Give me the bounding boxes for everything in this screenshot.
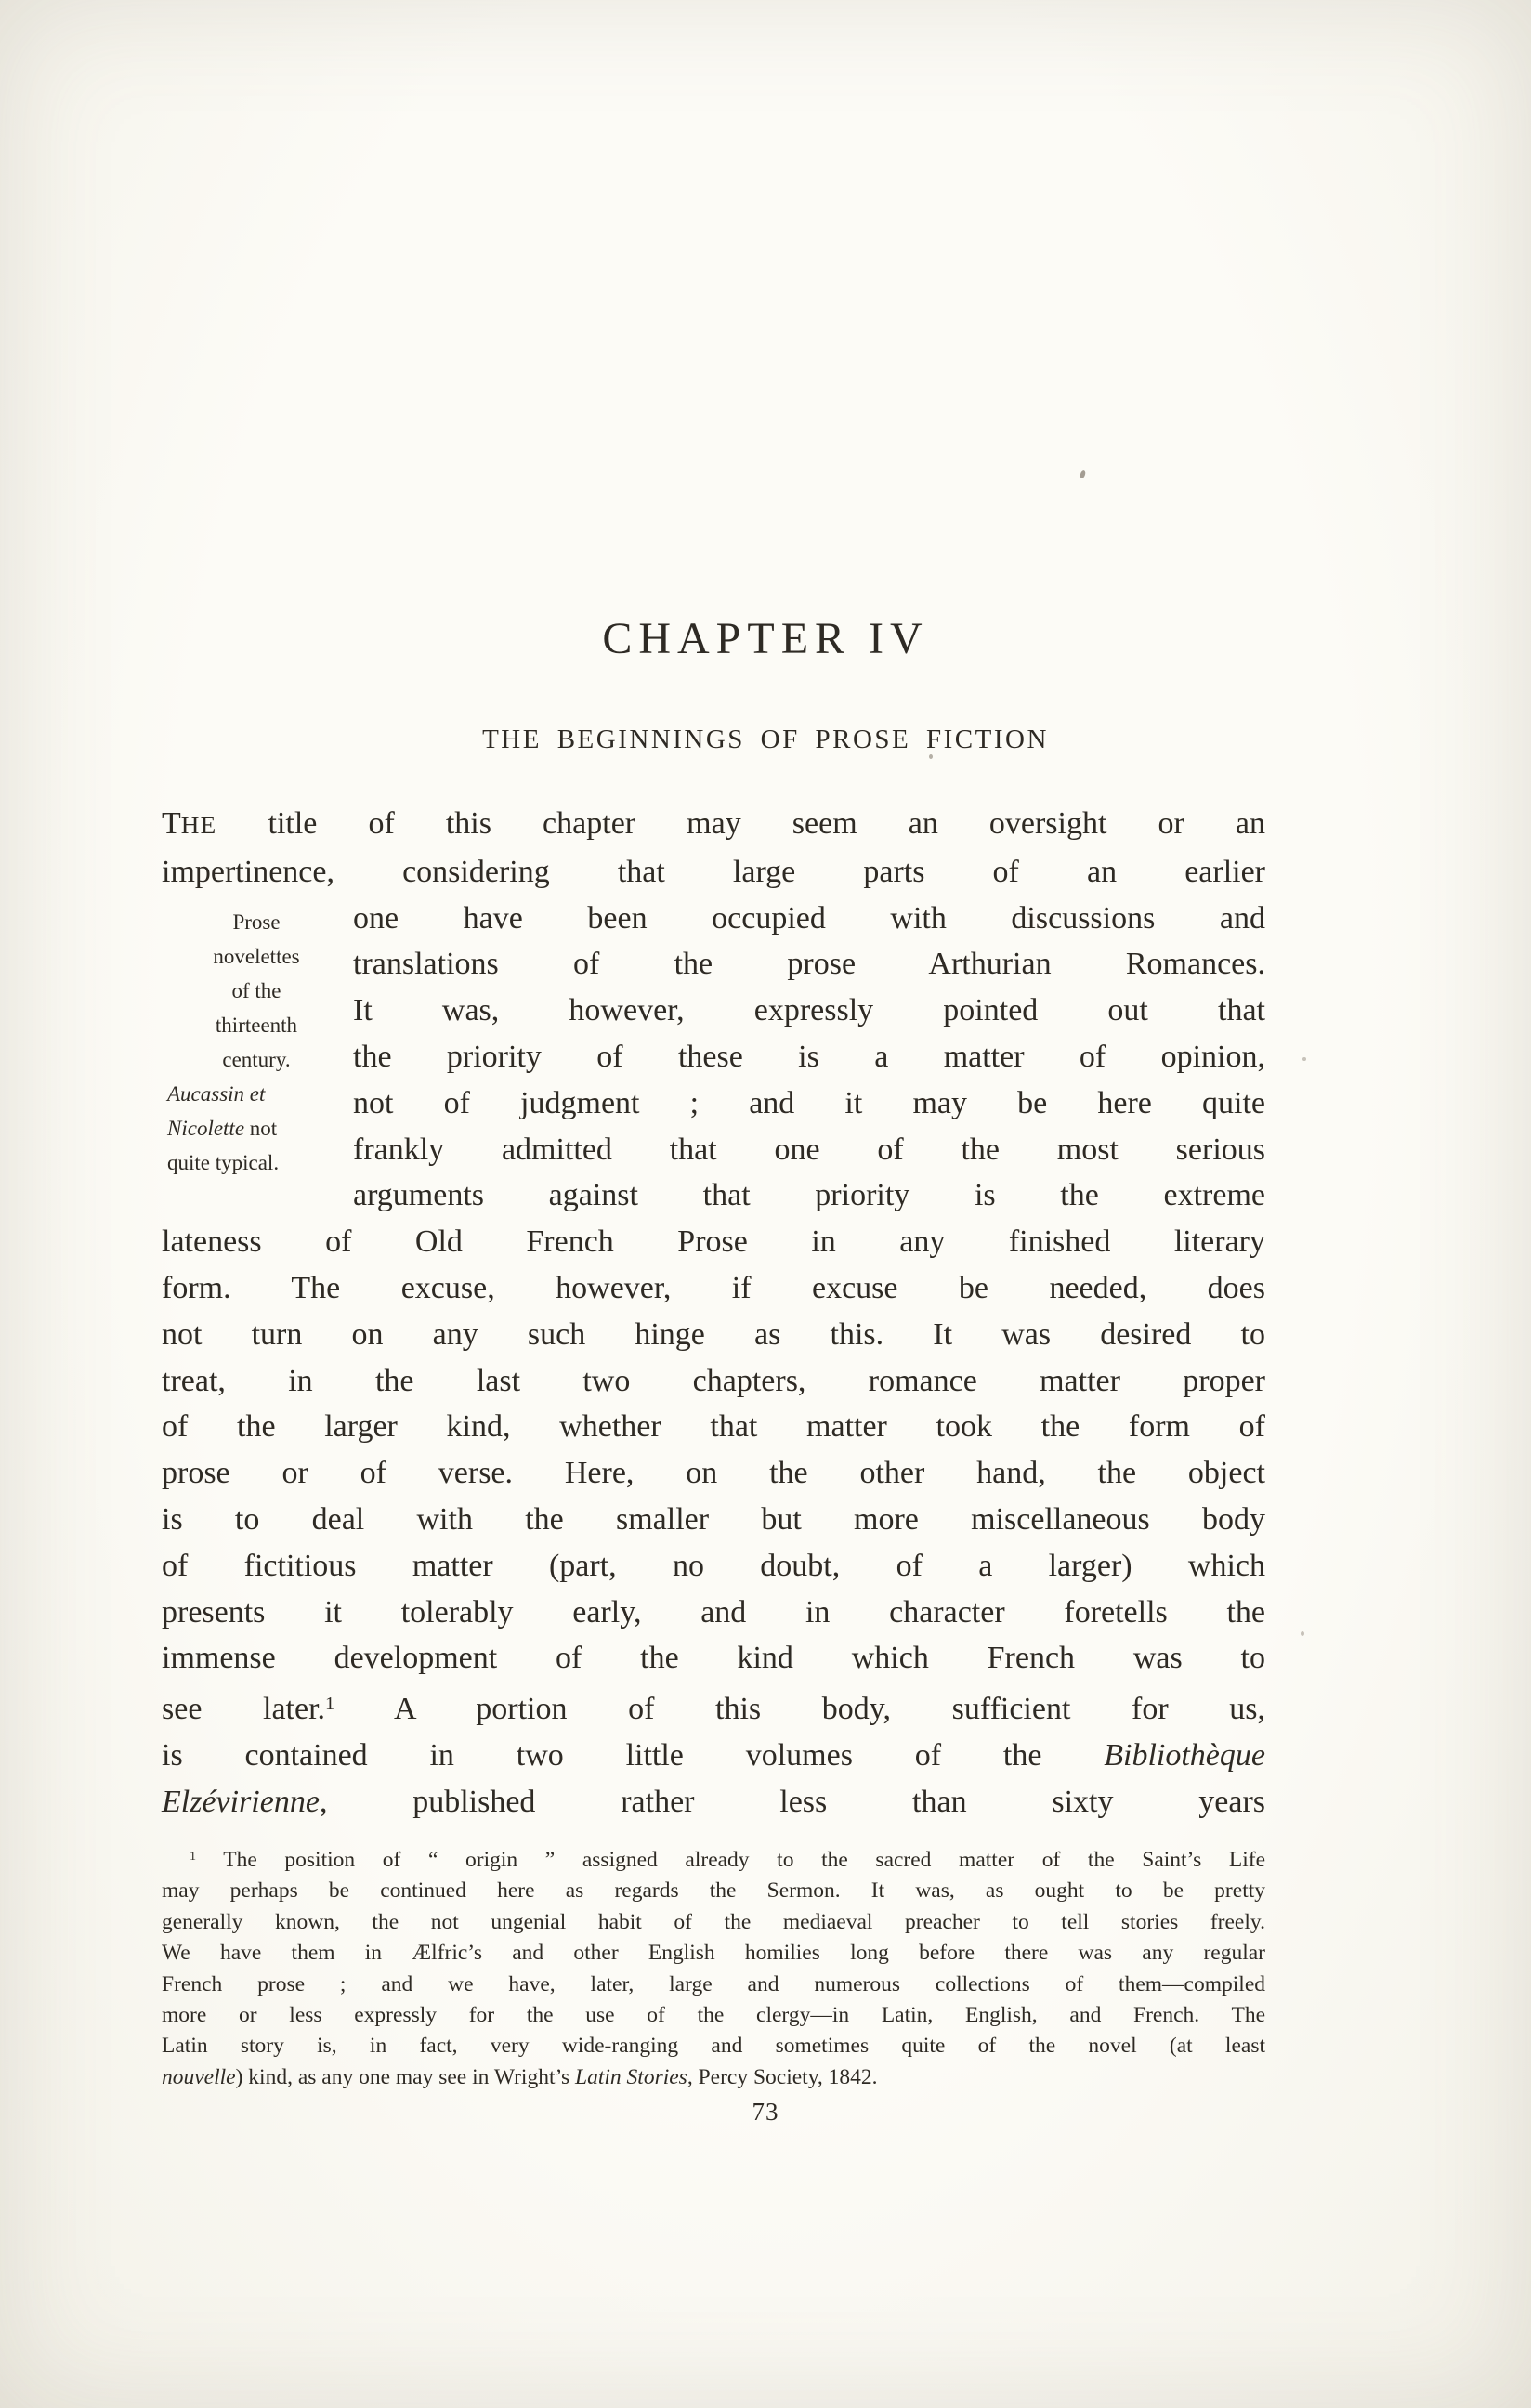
text-segment: Latin story is, in fact, very wide-ranging and sometimes quite of the novel (at least xyxy=(162,2034,1265,2059)
text-segment: The position of “ origin ” assigned already to the sacred matter of the Saint’s Life xyxy=(196,1848,1265,1873)
italic-text: Aucassin et xyxy=(167,1082,266,1106)
text-line xyxy=(353,1172,1265,1219)
text-segment: novelettes xyxy=(213,945,300,968)
text-segment: is contained in two little volumes of the xyxy=(162,1738,1105,1773)
text-line xyxy=(162,1682,1265,1733)
text-segment: thirteenth xyxy=(215,1014,298,1037)
text-segment: century. xyxy=(222,1048,291,1071)
margin-sidenote xyxy=(167,905,346,1180)
text-segment: Prose xyxy=(232,910,281,934)
text-line xyxy=(162,1733,1265,1779)
text-line xyxy=(162,1635,1265,1682)
text-segment: , published rather less than sixty years xyxy=(319,1784,1265,1819)
text-line xyxy=(162,1907,1265,1938)
text-segment: French prose ; and we have, later, large and numerous collections of them—compiled xyxy=(162,1971,1265,1996)
text-segment: is to deal with the smaller but more miscellaneous body xyxy=(162,1501,1265,1537)
text-line xyxy=(162,849,1265,896)
text-line xyxy=(353,1127,1265,1173)
text-line xyxy=(162,1841,1265,1876)
text-segment: HE xyxy=(180,811,217,839)
text-segment: frankly admitted that one of the most serious xyxy=(353,1132,1265,1167)
page-number: 73 xyxy=(752,2098,779,2126)
text-line xyxy=(162,801,1265,849)
text-segment: translations of the prose Arthurian Romances. xyxy=(353,947,1265,982)
text-segment: impertinence, considering that large parts of an earlier xyxy=(162,854,1265,889)
italic-text: nouvelle xyxy=(162,2064,236,2089)
text-line xyxy=(167,939,346,974)
text-line xyxy=(162,1450,1265,1497)
text-segment: of the xyxy=(231,979,281,1002)
text-line xyxy=(162,1543,1265,1590)
text-line xyxy=(162,1358,1265,1405)
text-segment: treat, in the last two chapters, romance matter proper xyxy=(162,1363,1265,1398)
body-text-block xyxy=(162,801,1265,1826)
text-segment: presents it tolerably early, and in character foretells the xyxy=(162,1594,1265,1629)
text-line xyxy=(162,2031,1265,2061)
text-line xyxy=(162,1970,1265,2000)
text-line xyxy=(162,1312,1265,1358)
text-line xyxy=(162,1938,1265,1969)
text-line xyxy=(353,988,1265,1034)
footnote-marker: 1 xyxy=(325,1694,335,1715)
text-segment: form. The excuse, however, if excuse be needed, does xyxy=(162,1270,1265,1305)
text-segment: immense development of the kind which French was to xyxy=(162,1641,1265,1676)
italic-text: Bibliothèque xyxy=(1104,1738,1265,1773)
text-line xyxy=(167,1145,346,1180)
text-segment: the priority of these is a matter of opinion, xyxy=(353,1039,1265,1074)
text-line xyxy=(353,896,1265,942)
text-line xyxy=(167,1042,346,1077)
italic-text: Nicolette xyxy=(167,1117,245,1140)
text-segment: prose or of verse. Here, on the other hand, the object xyxy=(162,1456,1265,1491)
text-segment: A portion of this body, sufficient for us, xyxy=(334,1692,1265,1727)
scan-speck xyxy=(1302,1057,1306,1061)
chapter-title: CHAPTER IV xyxy=(602,614,929,663)
text-line xyxy=(162,2000,1265,2031)
footnote-marker: 1 xyxy=(190,1849,197,1864)
text-line xyxy=(353,1080,1265,1127)
scan-speck xyxy=(1080,469,1087,478)
text-line xyxy=(167,1008,346,1042)
text-line xyxy=(162,1590,1265,1636)
text-segment: more or less expressly for the use of the clergy—in Latin, English, and French. The xyxy=(162,2003,1265,2028)
text-line xyxy=(353,1034,1265,1080)
text-segment: of fictitious matter (part, no doubt, of a larger) which xyxy=(162,1548,1265,1583)
text-line xyxy=(162,1219,1265,1265)
text-segment: ) kind, as any one may see in Wright’s xyxy=(235,2064,576,2089)
footnote xyxy=(162,1841,1265,2093)
text-segment: of the larger kind, whether that matter took the form of xyxy=(162,1409,1265,1445)
text-line xyxy=(162,1779,1265,1826)
text-segment: not turn on any such hinge as this. It was desired to xyxy=(162,1316,1265,1352)
text-segment: title of this chapter may seem an oversight or an xyxy=(216,806,1265,841)
text-segment: lateness of Old French Prose in any finished literary xyxy=(162,1224,1265,1260)
scan-speck xyxy=(929,754,933,759)
text-segment: We have them in Ælfric’s and other English homilies long before there was any regular xyxy=(162,1941,1265,1966)
text-line xyxy=(162,1404,1265,1450)
text-segment: T xyxy=(162,806,181,841)
text-segment: quite typical. xyxy=(167,1151,280,1174)
text-line xyxy=(167,1111,346,1145)
text-segment: may perhaps be continued here as regards the Sermon. It was, as ought to be pretty xyxy=(162,1878,1265,1904)
italic-text: Elzévirienne xyxy=(162,1784,320,1819)
text-line xyxy=(353,941,1265,988)
scan-speck xyxy=(1301,1631,1304,1636)
text-line xyxy=(167,974,346,1008)
text-line xyxy=(162,1265,1265,1312)
text-segment: generally known, the not ungenial habit of the mediaeval preacher to tell stories freely. xyxy=(162,1909,1265,1934)
chapter-subtitle: THE BEGINNINGS OF PROSE FICTION xyxy=(482,725,1049,754)
text-segment: not xyxy=(244,1117,278,1140)
text-segment: not of judgment ; and it may be here quite xyxy=(353,1085,1265,1120)
text-line xyxy=(162,1876,1265,1906)
italic-text: Latin Stories xyxy=(575,2064,687,2089)
text-segment: It was, however, expressly pointed out that xyxy=(353,993,1265,1028)
text-segment: arguments against that priority is the extreme xyxy=(353,1178,1265,1213)
text-segment: , Percy Society, 1842. xyxy=(687,2064,878,2089)
text-line xyxy=(162,2062,1265,2093)
text-line xyxy=(167,905,346,939)
text-segment: one have been occupied with discussions and xyxy=(353,900,1265,936)
text-segment: see later. xyxy=(162,1692,326,1727)
text-line xyxy=(167,1077,346,1111)
text-line xyxy=(162,1497,1265,1543)
